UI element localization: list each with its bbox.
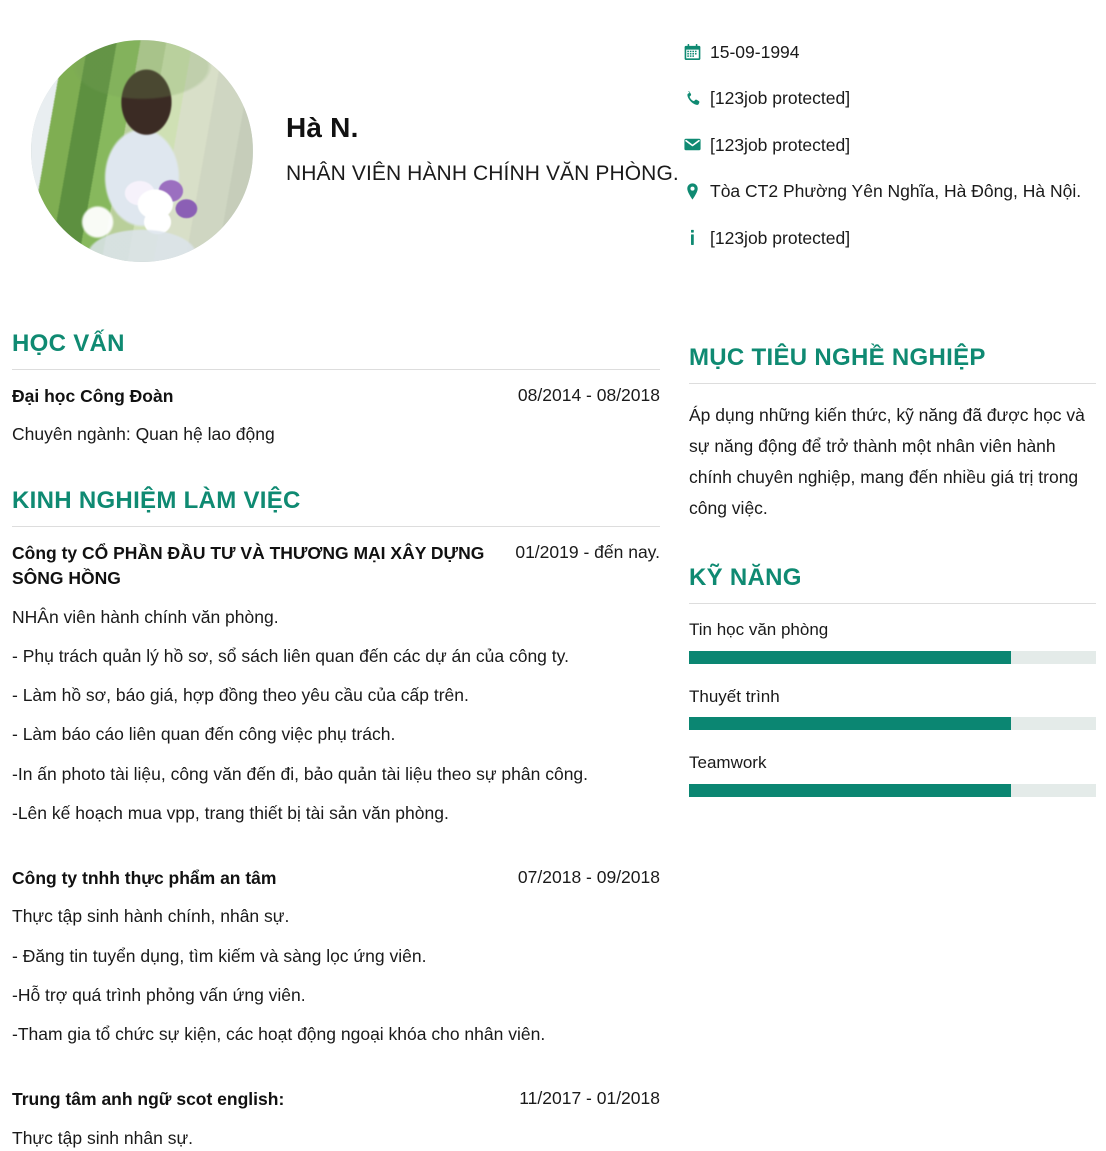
experience-entry bbox=[12, 1087, 660, 1151]
contact-item-address bbox=[684, 179, 1104, 204]
section-objective bbox=[689, 344, 1096, 524]
section-experience bbox=[12, 487, 660, 1151]
experience-date: 01/2019 - đến nay. bbox=[515, 541, 660, 562]
skill-item bbox=[689, 685, 1096, 731]
skill-progress-track bbox=[689, 784, 1096, 797]
entry-header bbox=[12, 541, 660, 592]
entry-header bbox=[12, 384, 660, 409]
contact-item-info bbox=[684, 226, 1104, 251]
bullet-item: -Lên kế hoạch mua vpp, trang thiết bị tài sản văn phòng. bbox=[12, 802, 449, 823]
email-icon bbox=[684, 134, 710, 156]
education-entry bbox=[12, 384, 660, 448]
section-heading-skills: KỸ NĂNG bbox=[689, 564, 802, 592]
experience-company: Công ty CỔ PHẦN ĐẦU TƯ VÀ THƯƠNG MẠI XÂY DỰNG SÔNG HỒNG bbox=[12, 542, 485, 589]
section-skills bbox=[689, 564, 1096, 797]
bullet-item: - Đăng tin tuyển dụng, tìm kiếm và sàng lọc ứng viên. bbox=[12, 945, 427, 966]
divider bbox=[689, 383, 1096, 384]
skill-item bbox=[689, 751, 1096, 797]
skill-label: Tin học văn phòng bbox=[689, 619, 829, 639]
objective-body: Áp dụng những kiến thức, kỹ năng đã được học và sự năng động để trở thành một nhân viên hành chính chuyên nghiệp, mang đến nhiều giá trị trong công việc. bbox=[689, 404, 1085, 519]
section-heading-experience: KINH NGHIỆM LÀM VIỆC bbox=[12, 487, 301, 515]
candidate-role: NHÂN VIÊN HÀNH CHÍNH VĂN PHÒNG. bbox=[286, 161, 679, 185]
divider bbox=[12, 369, 660, 370]
education-major: Chuyên ngành: Quan hệ lao động bbox=[12, 423, 275, 444]
skill-list bbox=[689, 618, 1096, 797]
contact-item-email bbox=[684, 133, 1104, 158]
phone-icon bbox=[684, 87, 710, 109]
skill-progress-track bbox=[689, 651, 1096, 664]
location-icon bbox=[684, 180, 710, 202]
avatar bbox=[31, 40, 253, 262]
profile-photo bbox=[31, 40, 253, 262]
identity-block bbox=[286, 40, 679, 186]
section-education bbox=[12, 330, 660, 447]
contact-value: [123job protected] bbox=[710, 227, 851, 248]
experience-entry bbox=[12, 541, 660, 826]
experience-bullets bbox=[12, 643, 660, 826]
calendar-icon bbox=[684, 41, 710, 63]
experience-date: 11/2017 - 01/2018 bbox=[519, 1088, 660, 1109]
experience-position: Thực tập sinh hành chính, nhân sự. bbox=[12, 906, 290, 927]
spacer bbox=[689, 524, 1096, 564]
bullet-item: - Phụ trách quản lý hồ sơ, sổ sách liên quan đến các dự án của công ty. bbox=[12, 645, 569, 666]
contact-value: [123job protected] bbox=[710, 134, 851, 155]
spacer bbox=[12, 1047, 660, 1073]
contact-item-birthdate bbox=[684, 40, 1104, 65]
divider bbox=[12, 526, 660, 527]
bullet-item: -In ấn photo tài liệu, công văn đến đi, bảo quản tài liệu theo sự phân công. bbox=[12, 763, 589, 784]
bullet-item: -Hỗ trợ quá trình phỏng vấn ứng viên. bbox=[12, 984, 306, 1005]
experience-entry bbox=[12, 866, 660, 1047]
spacer bbox=[12, 447, 660, 487]
contact-value: [123job protected] bbox=[710, 88, 851, 109]
bullet-item: - Làm báo cáo liên quan đến công việc phụ trách. bbox=[12, 724, 396, 745]
left-column bbox=[12, 330, 660, 1151]
section-heading-education: HỌC VẤN bbox=[12, 330, 125, 357]
spacer bbox=[12, 826, 660, 852]
info-icon bbox=[684, 227, 710, 249]
education-school: Đại học Công Đoàn bbox=[12, 385, 174, 406]
education-date: 08/2014 - 08/2018 bbox=[517, 384, 660, 405]
contact-list bbox=[684, 40, 1104, 251]
right-column bbox=[689, 344, 1096, 797]
skill-progress-track bbox=[689, 717, 1096, 730]
experience-position: NHÂn viên hành chính văn phòng. bbox=[12, 606, 279, 627]
entry-header bbox=[12, 866, 660, 891]
candidate-name: Hà N. bbox=[286, 112, 359, 143]
bullet-item: -Tham gia tổ chức sự kiện, các hoạt động ngoại khóa cho nhân viên. bbox=[12, 1024, 546, 1045]
experience-company: Trung tâm anh ngữ scot english: bbox=[12, 1089, 285, 1110]
skill-progress-fill bbox=[689, 717, 1011, 730]
entry-header bbox=[12, 1087, 660, 1112]
skill-label: Teamwork bbox=[689, 753, 767, 773]
experience-company: Công ty tnhh thực phẩm an tâm bbox=[12, 868, 277, 889]
skill-progress-fill bbox=[689, 651, 1011, 664]
divider bbox=[689, 603, 1096, 604]
experience-position: Thực tập sinh nhân sự. bbox=[12, 1127, 194, 1148]
experience-date: 07/2018 - 09/2018 bbox=[517, 867, 660, 888]
contact-item-phone bbox=[684, 86, 1104, 111]
bullet-item: - Làm hồ sơ, báo giá, hợp đồng theo yêu cầu của cấp trên. bbox=[12, 685, 469, 706]
contact-value: 15-09-1994 bbox=[710, 42, 800, 62]
skill-item bbox=[689, 618, 1096, 664]
skill-label: Thuyết trình bbox=[689, 686, 780, 706]
section-heading-objective: MỤC TIÊU NGHỀ NGHIỆP bbox=[689, 344, 986, 371]
skill-progress-fill bbox=[689, 784, 1011, 797]
contact-value: Tòa CT2 Phường Yên Nghĩa, Hà Đông, Hà Nội. bbox=[710, 181, 1082, 202]
experience-bullets bbox=[12, 943, 660, 1048]
